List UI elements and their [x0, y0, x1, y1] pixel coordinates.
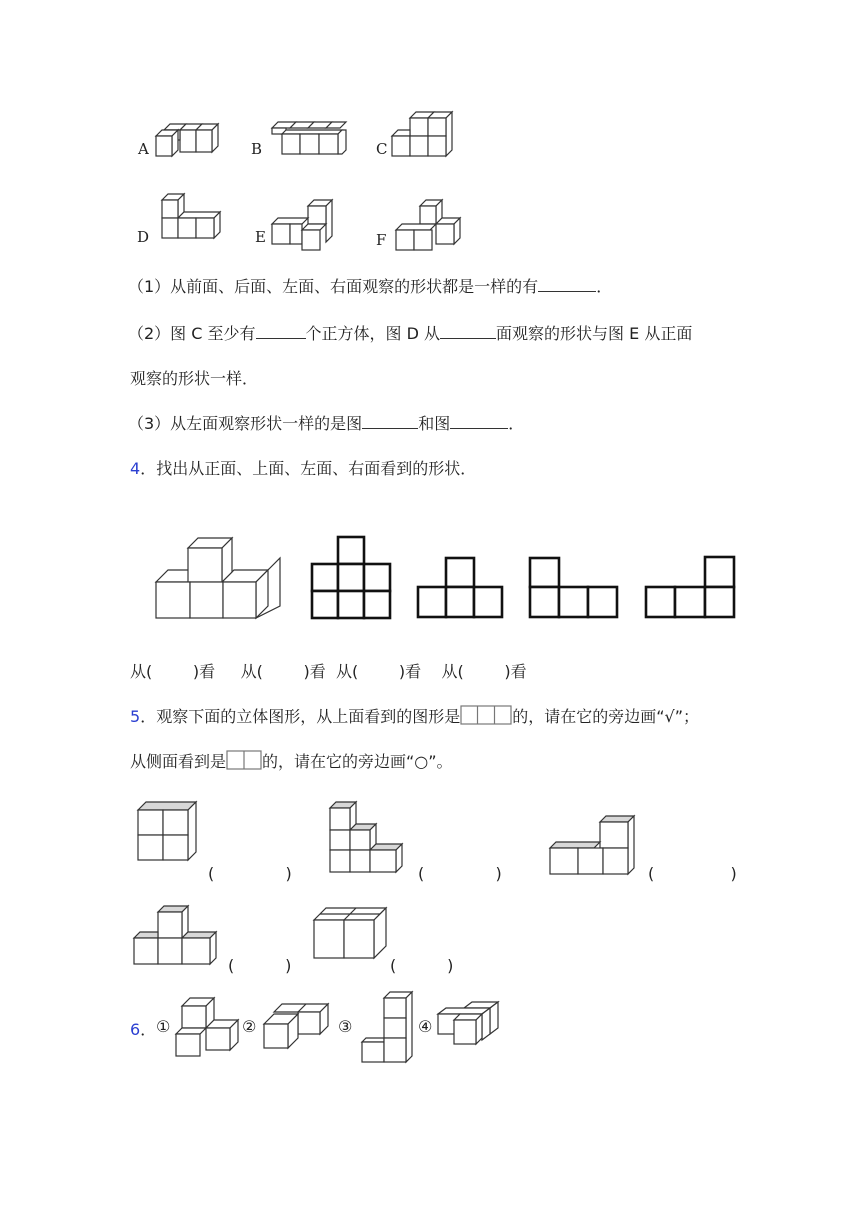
q4-view-3: [528, 556, 622, 620]
answer-blank[interactable]: [538, 277, 596, 292]
figure-f: [392, 198, 466, 254]
q3-line-4-a: （3）从左面观察形状一样的是图: [128, 414, 363, 433]
figure-b: [266, 118, 350, 158]
q5-solid-4: [132, 904, 220, 968]
q3-line-4-c: ．: [508, 414, 525, 433]
figure-label-c: C: [376, 140, 388, 158]
q5-answer-paren-5[interactable]: ( ): [390, 956, 454, 975]
q4-view-4: [644, 555, 738, 621]
q3-line-1-prefix: （1）从前面、后面、左面、右面观察的形状都是一样的有: [128, 277, 539, 296]
q3-line-4: [128, 411, 524, 434]
q5-line-1: [130, 704, 699, 729]
q5-solid-1: [134, 800, 200, 862]
q6-dot: ．: [140, 1020, 157, 1039]
q4-number: 4: [130, 459, 141, 478]
q6-figure-1: [174, 996, 242, 1058]
q5-text-c: 从侧面看到是: [130, 752, 227, 771]
three-square-top-view-icon: [460, 705, 512, 729]
q3-line-4-b: 和图: [418, 414, 451, 433]
q5-answer-paren-4[interactable]: ( ): [228, 956, 292, 975]
figure-label-e: E: [255, 228, 266, 246]
q6-figure-2: [262, 1002, 334, 1052]
q5-text-a: ．观察下面的立体图形，从上面看到的图形是: [140, 707, 461, 726]
q4-view-2: [416, 556, 506, 620]
q6-label-4: ④: [418, 1017, 433, 1036]
q5-solid-5: [310, 906, 390, 962]
q3-line-2-b: 个正方体，图 D 从: [305, 324, 441, 343]
q6-heading: [130, 1017, 156, 1040]
two-square-side-view-icon: [226, 750, 262, 774]
figure-label-d: D: [137, 228, 150, 246]
figure-label-a: A: [138, 140, 149, 158]
q5-text-d: 的，请在它的旁边画“○”。: [262, 752, 453, 771]
q6-label-1: ①: [156, 1017, 171, 1036]
q3-line-2-c: 面观察的形状与图 E 从正面: [496, 324, 693, 343]
q5-answer-paren-1[interactable]: ( ): [208, 864, 292, 883]
answer-blank[interactable]: [362, 414, 418, 429]
figure-d: [158, 190, 228, 240]
q4-text: ．找出从正面、上面、左面、右面看到的形状．: [140, 459, 477, 478]
figure-c: [388, 110, 458, 158]
q5-solid-3: [548, 814, 638, 878]
answer-blank[interactable]: [440, 324, 496, 339]
q3-line-1-suffix: ．: [596, 277, 613, 296]
q6-label-3: ③: [338, 1017, 353, 1036]
q4-heading: [130, 456, 476, 479]
q5-number: 5: [130, 707, 141, 726]
q5-text-b: 的，请在它的旁边画“√”；: [512, 707, 699, 726]
answer-blank[interactable]: [450, 414, 508, 429]
q6-figure-4: [436, 1000, 504, 1050]
q3-line-1: [128, 274, 612, 297]
q6-figure-3: [358, 990, 416, 1066]
q5-line-2: [130, 749, 453, 774]
q6-label-2: ②: [242, 1017, 257, 1036]
figure-e: [268, 196, 342, 252]
figure-label-b: B: [251, 140, 263, 158]
answer-blank[interactable]: [256, 324, 306, 339]
q5-answer-paren-2[interactable]: ( ): [418, 864, 502, 883]
q4-answer-line[interactable]: 从( )看 从( )看 从( )看 从( )看: [130, 662, 527, 681]
q4-view-1: [310, 535, 394, 621]
figure-label-f: F: [376, 231, 387, 249]
q5-solid-2: [326, 798, 406, 876]
q3-line-3: 观察的形状一样．: [130, 369, 259, 388]
q6-number: 6: [130, 1020, 141, 1039]
q3-line-2-a: （2）图 C 至少有: [128, 324, 256, 343]
q4-solid-figure: [152, 536, 282, 622]
q3-line-2: [128, 321, 692, 344]
figure-a: [136, 118, 226, 160]
q5-answer-paren-3[interactable]: ( ): [648, 864, 737, 883]
